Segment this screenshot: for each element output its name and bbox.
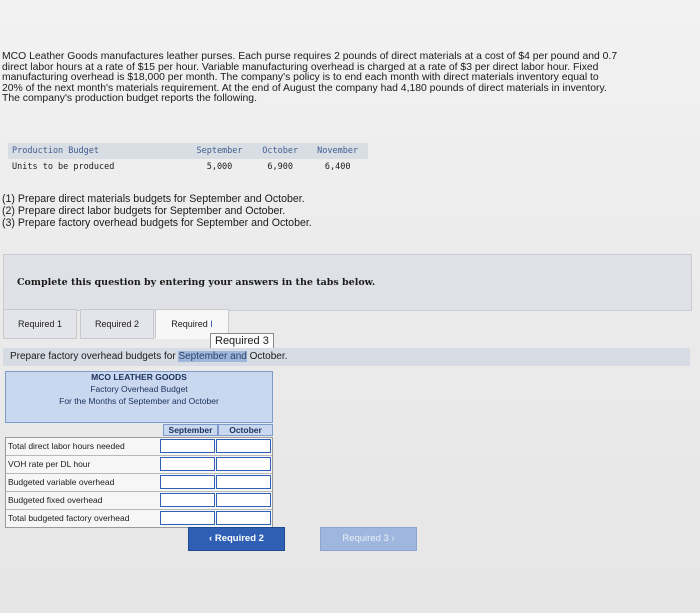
problem-line: MCO Leather Goods manufactures leather purses. Each purse requires 2 pounds of direct materials at a cost of $4 per pound and 0.7 bbox=[2, 51, 618, 62]
fixed-overhead-september-input[interactable] bbox=[160, 493, 215, 507]
col-october: October bbox=[253, 143, 307, 159]
prepare-text-after: October. bbox=[246, 351, 288, 362]
units-label: Units to be produced bbox=[8, 159, 186, 175]
problem-line: direct labor hours at a rate of $15 per hour. Variable manufacturing overhead is charged at a rate of $3 per direct labor hour. Fixed bbox=[2, 61, 599, 73]
row-label: Budgeted fixed overhead bbox=[8, 495, 103, 505]
prev-required-button[interactable] bbox=[188, 527, 285, 551]
production-budget-header bbox=[8, 143, 368, 159]
prepare-bar bbox=[3, 348, 690, 366]
chevron-right-icon: › bbox=[391, 533, 395, 544]
units-september: 5,000 bbox=[186, 159, 253, 175]
prev-button-label: Required 2 bbox=[214, 533, 264, 544]
budget-company: MCO LEATHER GOODS bbox=[91, 372, 187, 382]
total-overhead-september-input[interactable] bbox=[160, 511, 215, 525]
table-row bbox=[6, 492, 272, 510]
table-row bbox=[6, 474, 272, 492]
tab-label: Required 2 bbox=[94, 319, 140, 329]
fixed-overhead-october-input[interactable] bbox=[216, 493, 271, 507]
col-september: September bbox=[186, 143, 253, 159]
production-budget-title: Production Budget bbox=[8, 143, 186, 159]
table-row bbox=[6, 510, 272, 527]
tab-required-2[interactable] bbox=[80, 309, 154, 339]
problem-line: The company's production budget reports the following. bbox=[2, 93, 257, 105]
production-budget-table bbox=[8, 143, 368, 175]
next-button-label: Required 3 bbox=[342, 533, 389, 544]
voh-rate-october-input[interactable] bbox=[216, 457, 271, 471]
text-cursor-icon: I bbox=[210, 319, 213, 329]
tab-bar bbox=[3, 307, 690, 341]
requirements-list bbox=[2, 193, 312, 229]
budget-period: For the Months of September and October bbox=[59, 396, 219, 406]
table-row bbox=[6, 456, 272, 474]
budget-rows bbox=[5, 437, 273, 528]
instruction-box bbox=[3, 254, 692, 311]
budget-header bbox=[5, 371, 273, 423]
row-label: Budgeted variable overhead bbox=[8, 477, 115, 487]
units-october: 6,900 bbox=[253, 159, 307, 175]
column-header-october: October bbox=[218, 424, 273, 436]
prepare-text-highlighted: September and bbox=[178, 351, 247, 362]
tab-required-1[interactable] bbox=[3, 309, 77, 339]
column-header-september: September bbox=[163, 424, 218, 436]
instruction-text: Complete this question by entering your answers in the tabs below. bbox=[17, 277, 376, 288]
dl-hours-september-input[interactable] bbox=[160, 439, 215, 453]
tab-label: Required 1 bbox=[17, 319, 63, 329]
col-november: November bbox=[307, 143, 368, 159]
factory-overhead-budget bbox=[5, 371, 273, 528]
problem-line: manufacturing overhead is $18,000 per month. The company's policy is to end each month with direct materials inventory equal to bbox=[2, 72, 599, 84]
table-row bbox=[6, 438, 272, 456]
row-label: Total budgeted factory overhead bbox=[8, 513, 130, 523]
budget-title: Factory Overhead Budget bbox=[90, 384, 188, 394]
units-november: 6,400 bbox=[307, 159, 368, 175]
variable-overhead-october-input[interactable] bbox=[216, 475, 271, 489]
problem-line: 20% of the next month's materials requirement. At the end of August the company had 4,180 pounds of direct materials in inventory. bbox=[2, 82, 607, 94]
budget-column-headers bbox=[163, 424, 273, 436]
voh-rate-september-input[interactable] bbox=[160, 457, 215, 471]
prepare-instruction bbox=[10, 351, 287, 362]
requirement-item: (3) Prepare factory overhead budgets for September and October. bbox=[2, 217, 312, 229]
row-label: VOH rate per DL hour bbox=[8, 459, 91, 469]
tab-tooltip: Required 3 bbox=[210, 333, 274, 349]
total-overhead-october-input[interactable] bbox=[216, 511, 271, 525]
next-required-button[interactable] bbox=[320, 527, 417, 551]
chevron-left-icon: ‹ bbox=[209, 533, 213, 544]
requirement-item: (2) Prepare direct labor budgets for September and October. bbox=[2, 205, 286, 217]
variable-overhead-september-input[interactable] bbox=[160, 475, 215, 489]
dl-hours-october-input[interactable] bbox=[216, 439, 271, 453]
prepare-text-before: Prepare factory overhead budgets for bbox=[10, 351, 179, 362]
tab-label: Required bbox=[171, 319, 208, 329]
requirement-item: (1) Prepare direct materials budgets for September and October. bbox=[2, 193, 305, 205]
problem-statement bbox=[2, 52, 692, 105]
units-row bbox=[8, 159, 368, 175]
row-label: Total direct labor hours needed bbox=[8, 441, 125, 451]
